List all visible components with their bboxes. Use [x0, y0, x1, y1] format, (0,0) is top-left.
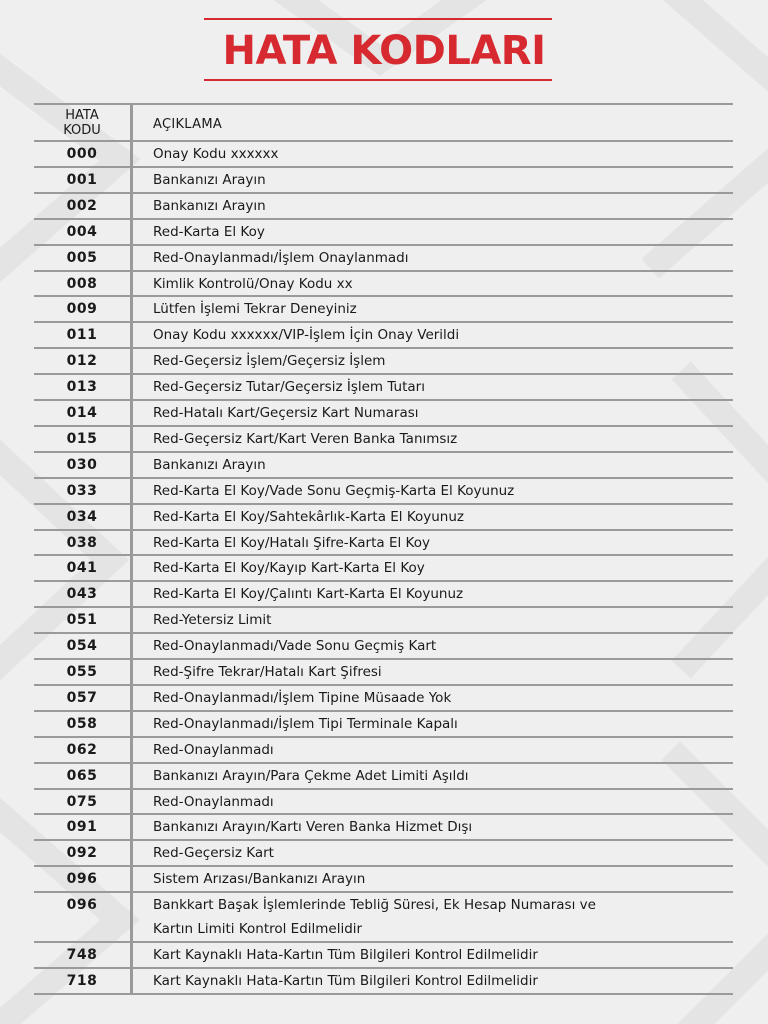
table-rule — [34, 658, 733, 660]
row-description: Lütfen İşlemi Tekrar Deneyiniz — [153, 301, 357, 318]
row-description: Kart Kaynaklı Hata-Kartın Tüm Bilgileri Kontrol Edilmelidir — [153, 972, 538, 989]
table-rule — [34, 347, 733, 349]
table-rule — [34, 399, 733, 401]
row-code: 091 — [66, 819, 98, 836]
row-description: Bankanızı Arayın — [153, 456, 266, 473]
row-description: Bankanızı Arayın/Para Çekme Adet Limiti Aşıldı — [153, 767, 469, 784]
row-description: Red-Onaylanmadı — [153, 741, 274, 758]
title-bottom-rule — [204, 79, 552, 81]
row-code: 043 — [66, 586, 98, 603]
table-rule — [34, 580, 733, 582]
row-description: Red-Yetersiz Limit — [153, 612, 272, 629]
table-rule — [34, 321, 733, 323]
row-description: Red-Karta El Koy/Sahtekârlık-Karta El Koyunuz — [153, 508, 465, 525]
row-code: 011 — [66, 327, 98, 344]
header-code-line1: HATA — [65, 108, 99, 123]
row-description: Red-Karta El Koy/Çalıntı Kart-Karta El Koyunuz — [153, 586, 464, 603]
row-description: Red-Şifre Tekrar/Hatalı Kart Şifresi — [153, 664, 382, 680]
row-code: 062 — [66, 741, 98, 758]
row-description: Kimlik Kontrolü/Onay Kodu xx — [153, 275, 353, 292]
table-rule — [34, 865, 733, 867]
row-code: 058 — [66, 715, 98, 732]
table-rule — [34, 993, 733, 995]
row-description: Onay Kodu xxxxxx/VIP-İşlem İçin Onay Verildi — [153, 327, 460, 344]
table-rule — [34, 477, 733, 479]
table-rule — [34, 295, 733, 297]
column-divider — [130, 103, 133, 995]
table-rule — [34, 166, 733, 168]
row-code: 015 — [66, 430, 98, 447]
header-description-cell: AÇIKLAMA — [153, 117, 223, 132]
row-description: Red-Onaylanmadı/İşlem Tipi Terminale Kapalı — [153, 715, 458, 732]
table-rule — [34, 103, 733, 105]
row-code: 014 — [66, 405, 98, 421]
row-description: Red-Geçersiz Kart — [153, 845, 274, 862]
row-code: 004 — [66, 223, 98, 240]
row-description: Red-Onaylanmadı/İşlem Onaylanmadı — [153, 249, 409, 266]
row-description: Bankanızı Arayın/Kartı Veren Banka Hizmet Dışı — [153, 819, 473, 836]
table-rule — [34, 736, 733, 738]
row-description: Red-Karta El Koy/Vade Sonu Geçmiş-Karta El Koyunuz — [153, 482, 515, 499]
row-description: Kart Kaynaklı Hata-Kartın Tüm Bilgileri Kontrol Edilmelidir — [153, 947, 538, 963]
table-rule — [34, 891, 733, 893]
row-code: 038 — [66, 534, 98, 551]
row-code: 748 — [66, 947, 98, 963]
table-rule — [34, 632, 733, 634]
table-rule — [34, 684, 733, 686]
row-code: 055 — [66, 664, 98, 680]
row-description: Kartın Limiti Kontrol Edilmelidir — [153, 921, 363, 938]
row-description: Bankanızı Arayın — [153, 171, 266, 188]
row-description: Red-Geçersiz İşlem/Geçersiz İşlem — [153, 353, 386, 370]
row-description: Red-Geçersiz Tutar/Geçersiz İşlem Tutarı — [153, 379, 425, 396]
row-code: 096 — [66, 897, 98, 914]
row-description: Sistem Arızası/Bankanızı Arayın — [153, 871, 366, 888]
row-code: 718 — [66, 972, 98, 989]
table-rule — [34, 373, 733, 375]
table-rule — [34, 839, 733, 841]
row-description: Bankanızı Arayın — [153, 197, 266, 214]
row-code: 013 — [66, 379, 98, 396]
page-title: HATA KODLARI — [222, 28, 546, 74]
row-description: Red-Onaylanmadı — [153, 793, 274, 810]
table-rule — [34, 451, 733, 453]
row-description: Red-Karta El Koy/Hatalı Şifre-Karta El Koy — [153, 534, 430, 551]
table-rule — [34, 710, 733, 712]
row-code: 092 — [66, 845, 98, 862]
table-rule — [34, 554, 733, 556]
row-description: Red-Karta El Koy/Kayıp Kart-Karta El Koy — [153, 560, 425, 577]
table-rule — [34, 244, 733, 246]
row-description: Red-Karta El Koy — [153, 223, 265, 240]
row-code: 096 — [66, 871, 98, 888]
row-description: Bankkart Başak İşlemlerinde Tebliğ Süresi, Ek Hesap Numarası ve — [153, 897, 596, 914]
row-code: 041 — [66, 560, 98, 577]
row-code: 057 — [66, 689, 98, 706]
row-description: Red-Geçersiz Kart/Kart Veren Banka Tanımsız — [153, 430, 458, 447]
table-rule — [34, 140, 733, 142]
header-code-line2: KODU — [63, 123, 101, 138]
table-rule — [34, 192, 733, 194]
table-rule — [34, 425, 733, 427]
row-code: 075 — [66, 793, 98, 810]
table-rule — [34, 788, 733, 790]
row-description: Red-Hatalı Kart/Geçersiz Kart Numarası — [153, 405, 419, 421]
table-rule — [34, 967, 733, 969]
row-code: 009 — [66, 301, 98, 318]
table-rule — [34, 529, 733, 531]
row-code: 030 — [66, 456, 98, 473]
row-description: Onay Kodu xxxxxx — [153, 146, 279, 162]
row-code: 033 — [66, 482, 98, 499]
table-rule — [34, 941, 733, 943]
row-code: 002 — [66, 197, 98, 214]
row-description: Red-Onaylanmadı/İşlem Tipine Müsaade Yok — [153, 689, 452, 706]
header-code-cell — [34, 108, 130, 138]
row-code: 000 — [66, 146, 98, 162]
row-code: 065 — [66, 767, 98, 784]
row-code: 005 — [66, 249, 98, 266]
table-rule — [34, 218, 733, 220]
table-rule — [34, 503, 733, 505]
title-top-rule — [204, 18, 552, 20]
row-code: 001 — [66, 171, 98, 188]
row-code: 051 — [66, 612, 98, 629]
table-rule — [34, 606, 733, 608]
row-code: 008 — [66, 275, 98, 292]
row-description: Red-Onaylanmadı/Vade Sonu Geçmiş Kart — [153, 638, 437, 655]
row-code: 012 — [66, 353, 98, 370]
row-code: 034 — [66, 508, 98, 525]
table-rule — [34, 813, 733, 815]
table-rule — [34, 270, 733, 272]
table-rule — [34, 762, 733, 764]
row-code: 054 — [66, 638, 98, 655]
